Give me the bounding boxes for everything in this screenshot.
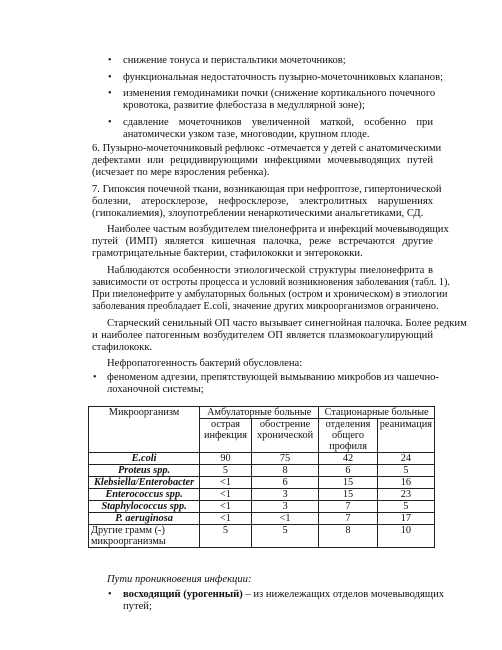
cell: 15 — [319, 489, 377, 501]
header-acute: острая инфекция — [200, 419, 252, 453]
cell: 5 — [200, 465, 252, 477]
cell: <1 — [200, 513, 252, 525]
bullet-text: снижение тонуса и перистальтики мочеточников; — [123, 55, 346, 66]
organism-name: Staphylococcus spp. — [89, 501, 200, 513]
organism-name: Другие грамм (-) микроорганизмы — [89, 525, 200, 548]
cell: 90 — [200, 453, 252, 465]
cell: 5 — [200, 525, 252, 548]
organism-name: Klebsiella/Enterobacter — [89, 477, 200, 489]
organism-name: Proteus spp. — [89, 465, 200, 477]
cell: 24 — [377, 453, 434, 465]
cell: 23 — [377, 489, 434, 501]
paragraph-line: Наблюдаются особенности этиологической структуры пиелонефрита в — [107, 265, 433, 276]
paragraph-line: (исчезает по мере взросления ребенка). — [92, 167, 270, 178]
paragraph-line: заболевания преобладает E.coli, значение других микроорганизмов ограничено. — [92, 301, 439, 312]
table-row — [89, 465, 435, 477]
cell: <1 — [200, 477, 252, 489]
organism-name: E.coli — [89, 453, 200, 465]
bullet-icon: • — [108, 88, 112, 99]
header-chronic: обострение хронической — [251, 419, 318, 453]
table-row — [89, 477, 435, 489]
bullet-text-cont: кровотока, развитие флебостаза в медуллярной зоне); — [123, 100, 365, 111]
section-heading: Нефропатогенность бактерий обусловлена: — [107, 358, 303, 369]
paragraph-line: (гипокалиемия), злоупотреблении ненаркотическими анальгетиками, СД. — [92, 208, 424, 219]
organism-name: Enterococcus spp. — [89, 489, 200, 501]
ways-bold: восходящий (урогенный) — [123, 589, 243, 600]
header-hospital: Стационарные больные — [319, 407, 435, 419]
header-microorganism: Микроорганизм — [89, 407, 200, 453]
cell: 10 — [377, 525, 434, 548]
bullet-text: сдавление мочеточников увеличенной маткой, особенно при — [123, 117, 433, 128]
bullet-text — [123, 589, 445, 601]
bullet-text-cont: анатомически узком тазе, многоводии, крупном плоде. — [123, 129, 370, 140]
header-icu: реанимация — [377, 419, 434, 453]
cell: 42 — [319, 453, 377, 465]
header-ambulatory: Амбулаторные больные — [200, 407, 319, 419]
table-row — [89, 525, 435, 548]
cell: 3 — [251, 501, 318, 513]
cell: 8 — [319, 525, 377, 548]
cell: 7 — [319, 501, 377, 513]
paragraph-line: путей (ИМП) является кишечная палочка, реже встречаются другие — [92, 236, 433, 247]
bullet-text-cont: путей; — [123, 601, 152, 612]
cell: 75 — [251, 453, 318, 465]
cell: 17 — [377, 513, 434, 525]
cell: <1 — [251, 513, 318, 525]
cell: 16 — [377, 477, 434, 489]
cell: 6 — [251, 477, 318, 489]
paragraph-line: Наиболее частым возбудителем пиелонефрита и инфекций мочевыводящих — [107, 224, 449, 235]
header-general: отделения общего профиля — [319, 419, 377, 453]
paragraph-line: болезни, атеросклерозе, нефросклерозе, электролитных нарушениях — [92, 196, 433, 207]
bullet-text: изменения гемодинамики почки (снижение кортикального почечного — [123, 88, 436, 99]
cell: 3 — [251, 489, 318, 501]
bullet-icon: • — [108, 589, 112, 600]
cell: 5 — [377, 465, 434, 477]
paragraph-line: При пиелонефрите у амбулаторных больных (остром и хроническом) в этиологии — [92, 289, 448, 300]
ways-heading: Пути проникновения инфекции: — [107, 574, 252, 585]
bullet-icon: • — [108, 55, 112, 66]
paragraph-line: грамотрицательные бактерии, стафилококки и энтерококки. — [92, 248, 363, 259]
bullet-icon: • — [108, 117, 112, 128]
cell: 7 — [319, 513, 377, 525]
cell: 5 — [377, 501, 434, 513]
paragraph-line: зависимости от остроты процесса и условий возникновения заболевания (табл. 1). — [92, 277, 450, 288]
table-row — [89, 489, 435, 501]
bullet-text-cont: лоханочной системы; — [107, 384, 204, 395]
organism-name: P. aeruginosa — [89, 513, 200, 525]
microorganism-table — [88, 406, 435, 548]
paragraph-line: стафилококк. — [92, 342, 153, 353]
bullet-text: феноменом адгезии, препятствующей вымыванию микробов из чашечно- — [107, 372, 439, 383]
paragraph-line: 7. Гипоксия почечной ткани, возникающая при нефроптозе, гипертонической — [92, 184, 442, 195]
bullet-icon: • — [108, 72, 112, 83]
cell: 15 — [319, 477, 377, 489]
bullet-icon: • — [93, 372, 97, 383]
cell: 5 — [251, 525, 318, 548]
cell: 6 — [319, 465, 377, 477]
table-row — [89, 453, 435, 465]
paragraph-line: Старческий сенильный ОП часто вызывает синегнойная палочка. Более редким — [107, 318, 467, 329]
paragraph-line: 6. Пузырно-мочеточниковый рефлюкс -отмечается у детей с анатомическими — [92, 143, 442, 154]
cell: <1 — [200, 489, 252, 501]
paragraph-line: и наиболее патогенным возбудителем ОП является плазмокоагулирующий — [92, 330, 433, 341]
cell: <1 — [200, 501, 252, 513]
paragraph-line: дефектами или рецидивирующими инфекциями мочевыводящих путей — [92, 155, 433, 166]
cell: 8 — [251, 465, 318, 477]
bullet-text: функциональная недостаточность пузырно-мочеточниковых клапанов; — [123, 72, 444, 83]
table-row — [89, 501, 435, 513]
table-row — [89, 513, 435, 525]
ways-rest: – из нижележащих отделов мочевыводящих — [242, 589, 445, 600]
